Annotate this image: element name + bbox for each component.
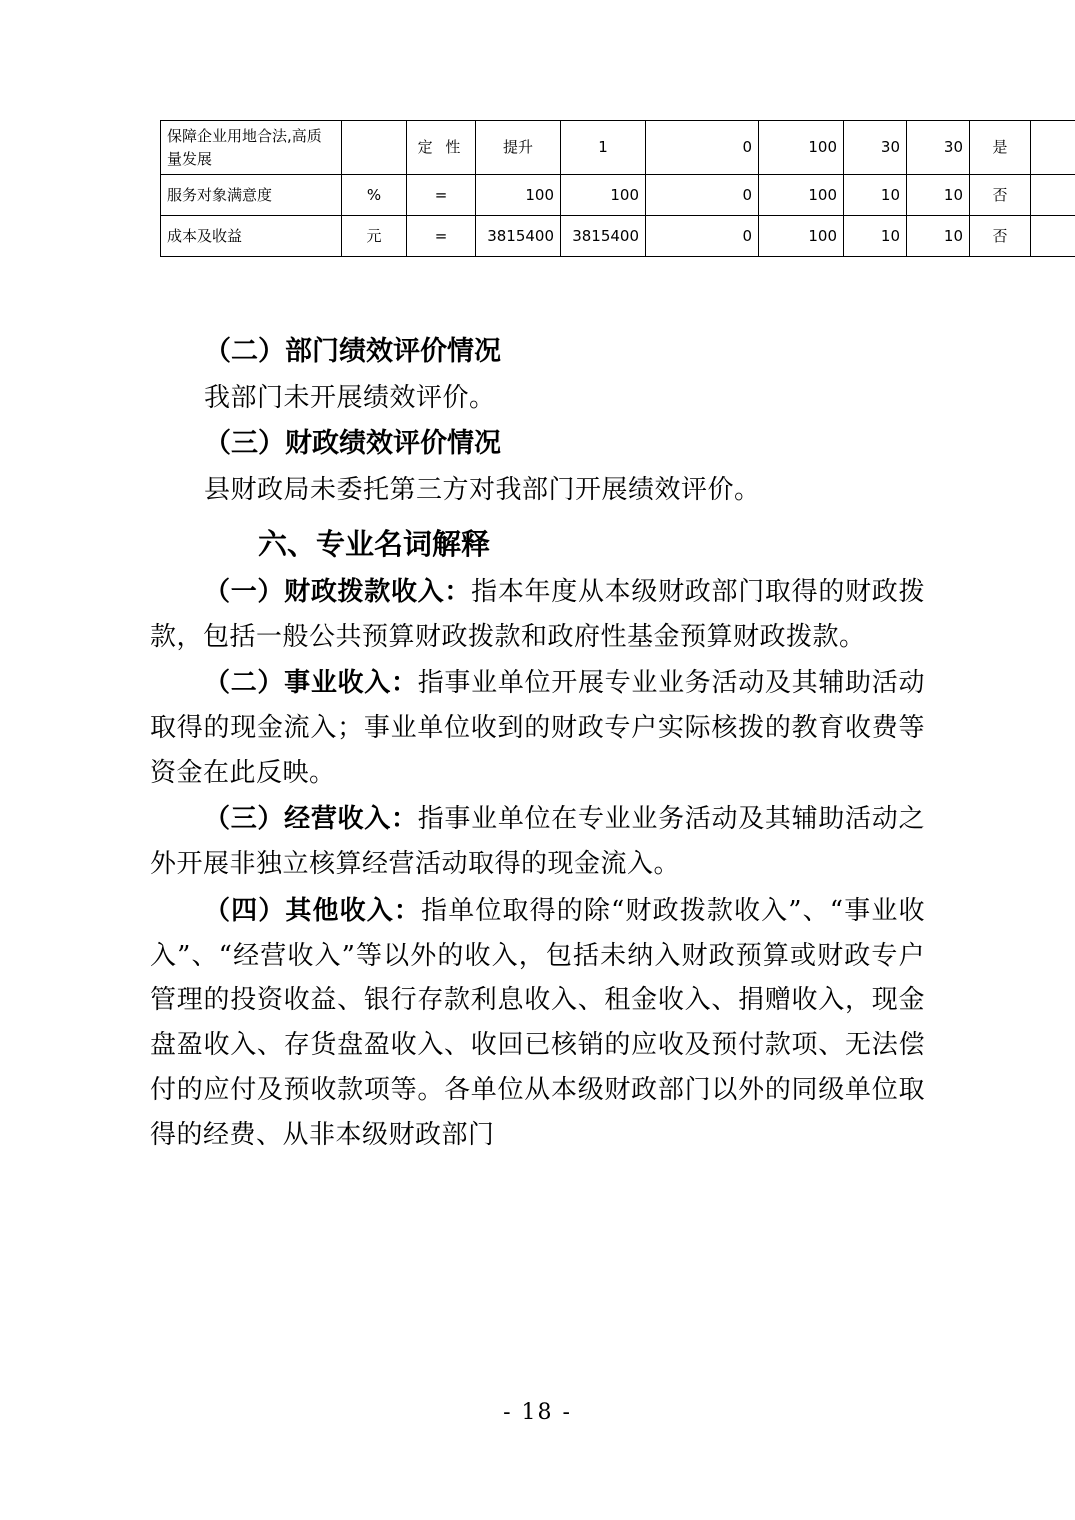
term-text-operating-income: 指事业单位在专业业务活动及其辅助活动之外开展非独立核算经营活动取得的现金流入。 — [150, 804, 925, 880]
heading-department-performance-evaluation: （二）部门绩效评价情况 — [204, 336, 501, 367]
paragraph-term-public-institution-income — [150, 661, 925, 795]
indicator-remark — [1031, 121, 1075, 175]
term-label-operating-income: （三）经营收入： — [204, 804, 418, 835]
heading-terminology: 六、专业名词解释 — [258, 526, 491, 561]
indicator-target: 3815400 — [476, 216, 561, 257]
indicator-unit: % — [342, 175, 407, 216]
indicator-score: 30 — [907, 121, 970, 175]
indicator-weight: 30 — [844, 121, 907, 175]
paragraph-term-fiscal-appropriation — [150, 570, 925, 659]
indicator-completion: 100 — [759, 175, 844, 216]
indicator-score: 10 — [907, 216, 970, 257]
indicator-operator: 定 性 — [407, 121, 476, 175]
indicator-completion: 100 — [759, 121, 844, 175]
indicator-weight: 10 — [844, 216, 907, 257]
paragraph-department-performance-evaluation: 我部门未开展绩效评价。 — [204, 382, 496, 413]
indicator-deviation: 0 — [646, 121, 759, 175]
performance-table-container — [160, 120, 1008, 257]
indicator-completion: 100 — [759, 216, 844, 257]
page-number: - 18 - — [503, 1400, 572, 1425]
indicator-target: 100 — [476, 175, 561, 216]
indicator-flag: 否 — [970, 175, 1031, 216]
indicator-actual: 100 — [561, 175, 646, 216]
indicator-deviation: 0 — [646, 175, 759, 216]
term-label-public-institution-income: （二）事业收入： — [204, 668, 418, 699]
term-text-public-institution-income: 指事业单位开展专业业务活动及其辅助活动取得的现金流入；事业单位收到的财政专户实际核拨的教育收费等资金在此反映。 — [150, 668, 925, 788]
performance-indicator-table — [160, 120, 1075, 257]
paragraph-fiscal-performance-evaluation: 县财政局未委托第三方对我部门开展绩效评价。 — [204, 475, 761, 506]
table-row — [161, 121, 1075, 175]
indicator-target: 提升 — [476, 121, 561, 175]
document-body — [150, 330, 925, 1159]
indicator-actual: 1 — [561, 121, 646, 175]
indicator-unit: 元 — [342, 216, 407, 257]
indicator-actual: 3815400 — [561, 216, 646, 257]
indicator-name: 成本及收益 — [161, 216, 342, 257]
indicator-flag: 否 — [970, 216, 1031, 257]
indicator-remark — [1031, 175, 1075, 216]
indicator-operator: = — [407, 216, 476, 257]
indicator-unit — [342, 121, 407, 175]
indicator-deviation: 0 — [646, 216, 759, 257]
indicator-name: 保障企业用地合法,高质量发展 — [161, 121, 342, 175]
term-label-other-income: （四）其他收入： — [204, 895, 422, 926]
paragraph-term-operating-income — [150, 797, 925, 886]
indicator-weight: 10 — [844, 175, 907, 216]
term-label-fiscal-appropriation: （一）财政拨款收入： — [204, 576, 472, 607]
heading-fiscal-performance-evaluation: （三）财政绩效评价情况 — [204, 428, 501, 460]
indicator-name: 服务对象满意度 — [161, 175, 342, 216]
paragraph-term-other-income — [150, 889, 925, 1157]
table-row — [161, 175, 1075, 216]
indicator-score: 10 — [907, 175, 970, 216]
indicator-remark — [1031, 216, 1075, 257]
term-text-other-income: 指单位取得的除“财政拨款收入”、“事业收入”、“经营收入”等以外的收入，包括未纳入财政预算或财政专户管理的投资收益、银行存款利息收入、租金收入、捐赠收入，现金盘盈收入、存货盘盈收入、收回已核销的应收及预付款项、无法偿付的应付及预收款项等。各单位从本级财政部门以外的同级单位取得的经费、从非本级财政部门 — [150, 895, 925, 1150]
table-row — [161, 216, 1075, 257]
term-text-fiscal-appropriation: 指本年度从本级财政部门取得的财政拨款，包括一般公共预算财政拨款和政府性基金预算财政拨款。 — [150, 576, 925, 652]
indicator-operator: = — [407, 175, 476, 216]
indicator-flag: 是 — [970, 121, 1031, 175]
